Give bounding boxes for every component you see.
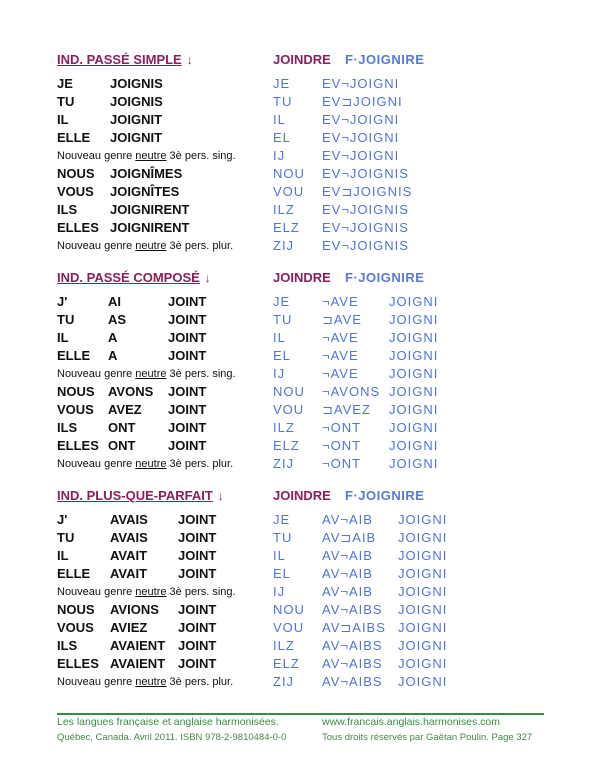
neutral-gender-note [57, 368, 236, 380]
verb-form: JOINT [168, 312, 207, 327]
conjugation-row [0, 420, 600, 438]
pronoun: ILS [57, 420, 78, 435]
new-aux-form: ¬ONT [322, 438, 362, 453]
new-aux-form: ¬ONT [322, 456, 362, 471]
conjugation-row [0, 112, 600, 130]
note-text: Nouveau genre [57, 586, 136, 598]
auxiliary: ONT [108, 420, 136, 435]
new-verb-form: JOIGNI [398, 620, 448, 635]
new-pronoun: IL [273, 548, 286, 563]
new-aux-form: AV¬AIB [322, 512, 373, 527]
new-aux-form: EV⊐JOIGNIS [322, 184, 413, 199]
note-text: Nouveau genre [57, 150, 136, 162]
auxiliary: AVAIS [110, 530, 148, 545]
conjugation-row [0, 656, 600, 674]
note-underlined: neutre [135, 368, 167, 380]
new-verb-form: JOIGNI [389, 348, 439, 363]
new-verb-form: JOIGNI [389, 420, 439, 435]
conjugation-row [0, 312, 600, 330]
header-verb: JOINDRE [273, 488, 331, 503]
verb-form: JOIGNÎTES [110, 184, 180, 199]
new-pronoun: ELZ [273, 438, 300, 453]
conjugation-row [0, 166, 600, 184]
note-text: 3è pers. plur. [166, 240, 234, 252]
auxiliary: AI [108, 294, 121, 309]
section-title [57, 488, 224, 503]
note-text: Nouveau genre [57, 368, 136, 380]
new-verb-form: JOIGNI [389, 438, 439, 453]
auxiliary: AVEZ [108, 402, 142, 417]
note-text: Nouveau genre [57, 676, 136, 688]
verb-form: JOINT [168, 438, 207, 453]
new-pronoun: IJ [273, 366, 286, 381]
new-pronoun: IJ [273, 148, 286, 163]
new-aux-form: EV⊐JOIGNI [322, 94, 403, 109]
auxiliary: AVAIT [110, 566, 148, 581]
new-verb-form: JOIGNI [389, 402, 439, 417]
pronoun: J' [57, 294, 68, 309]
note-text: Nouveau genre [57, 458, 136, 470]
new-verb-form: JOIGNI [398, 512, 448, 527]
conjugation-row [0, 202, 600, 220]
new-verb-form: JOIGNI [398, 674, 448, 689]
new-pronoun: IL [273, 330, 286, 345]
verb-form: JOINT [178, 548, 217, 563]
new-aux-form: EV¬JOIGNI [322, 112, 400, 127]
conjugation-row [0, 130, 600, 148]
new-verb-form: JOIGNI [398, 656, 448, 671]
header-new-form: F·JOIGNIRE [345, 270, 425, 285]
new-pronoun: ZIJ [273, 238, 295, 253]
neutral-gender-note [57, 150, 236, 162]
new-verb-form: JOIGNI [389, 294, 439, 309]
new-aux-form: ¬AVE [322, 348, 359, 363]
new-aux-form: EV¬JOIGNI [322, 76, 400, 91]
footer-left-line2: Québec, Canada. Avril 2011. ISBN 978-2-9810484-0-0 [57, 732, 287, 743]
conjugation-row [0, 94, 600, 112]
new-aux-form: AV¬AIBS [322, 602, 383, 617]
note-underlined: neutre [135, 586, 167, 598]
note-row [0, 456, 600, 474]
section-title-text: IND. PLUS-QUE-PARFAIT [57, 488, 213, 503]
new-pronoun: VOU [273, 402, 305, 417]
new-pronoun: ZIJ [273, 674, 295, 689]
pronoun: ELLES [57, 220, 99, 235]
new-aux-form: AV¬AIBS [322, 674, 383, 689]
new-pronoun: VOU [273, 184, 305, 199]
new-aux-form: AV¬AIB [322, 548, 373, 563]
new-verb-form: JOIGNI [389, 366, 439, 381]
pronoun: JE [57, 76, 73, 91]
conjugation-row [0, 548, 600, 566]
section-title [57, 52, 193, 67]
pronoun: VOUS [57, 620, 94, 635]
note-underlined: neutre [135, 458, 167, 470]
note-text: 3è pers. sing. [166, 586, 236, 598]
conjugation-row [0, 76, 600, 94]
new-pronoun: TU [273, 94, 293, 109]
new-aux-form: ⊐AVEZ [322, 402, 371, 417]
note-text: 3è pers. plur. [166, 458, 234, 470]
verb-form: JOINT [178, 656, 217, 671]
pronoun: ELLES [57, 656, 99, 671]
verb-form: JOINT [178, 638, 217, 653]
pronoun: ILS [57, 202, 78, 217]
new-pronoun: IL [273, 112, 286, 127]
footer-divider [57, 713, 544, 715]
note-row [0, 238, 600, 256]
auxiliary: ONT [108, 438, 136, 453]
new-pronoun: EL [273, 348, 291, 363]
new-pronoun: TU [273, 530, 293, 545]
conjugation-row [0, 638, 600, 656]
new-aux-form: ¬AVE [322, 294, 359, 309]
new-pronoun: VOU [273, 620, 305, 635]
new-aux-form: EV¬JOIGNIS [322, 202, 409, 217]
pronoun: TU [57, 530, 75, 545]
pronoun: VOUS [57, 184, 94, 199]
header-new-form: F·JOIGNIRE [345, 488, 425, 503]
new-verb-form: JOIGNI [389, 330, 439, 345]
pronoun: ELLE [57, 566, 91, 581]
new-pronoun: EL [273, 130, 291, 145]
new-aux-form: AV⊐AIB [322, 530, 377, 545]
verb-form: JOINT [178, 512, 217, 527]
auxiliary: A [108, 330, 118, 345]
auxiliary: AVAIENT [110, 638, 166, 653]
new-aux-form: ¬ONT [322, 420, 362, 435]
new-pronoun: NOU [273, 166, 305, 181]
new-verb-form: JOIGNI [389, 456, 439, 471]
new-pronoun: JE [273, 294, 291, 309]
footer-left-line1: Les langues française et anglaise harmonisées. [57, 716, 279, 728]
footer-right-line2: Tous droits réservés par Gaëtan Poulin. Page 327 [322, 732, 533, 743]
new-pronoun: JE [273, 512, 291, 527]
new-pronoun: TU [273, 312, 293, 327]
pronoun: ELLE [57, 130, 91, 145]
new-aux-form: EV¬JOIGNI [322, 130, 400, 145]
conjugation-row [0, 512, 600, 530]
auxiliary: AVAIS [110, 512, 148, 527]
conjugation-row [0, 530, 600, 548]
pronoun: TU [57, 94, 75, 109]
pronoun: ELLE [57, 348, 91, 363]
new-pronoun: NOU [273, 384, 305, 399]
verb-form: JOINT [168, 384, 207, 399]
neutral-gender-note [57, 676, 233, 688]
new-aux-form: ¬AVE [322, 330, 359, 345]
note-underlined: neutre [135, 676, 167, 688]
pronoun: NOUS [57, 166, 95, 181]
conjugation-row [0, 402, 600, 420]
auxiliary: AVONS [108, 384, 154, 399]
conjugation-row [0, 330, 600, 348]
new-pronoun: ELZ [273, 656, 300, 671]
conjugation-row [0, 384, 600, 402]
verb-form: JOINT [168, 294, 207, 309]
new-pronoun: IJ [273, 584, 286, 599]
new-pronoun: ILZ [273, 420, 295, 435]
new-aux-form: AV¬AIB [322, 566, 373, 581]
new-pronoun: NOU [273, 602, 305, 617]
note-text: 3è pers. sing. [166, 150, 236, 162]
conjugation-row [0, 438, 600, 456]
pronoun: IL [57, 548, 69, 563]
auxiliary: AS [108, 312, 127, 327]
auxiliary: AVIONS [110, 602, 159, 617]
verb-form: JOIGNIS [110, 94, 163, 109]
new-aux-form: EV¬JOIGNIS [322, 238, 409, 253]
new-verb-form: JOIGNI [398, 566, 448, 581]
section-title-text: IND. PASSÉ SIMPLE [57, 52, 182, 67]
new-verb-form: JOIGNI [398, 584, 448, 599]
new-aux-form: ¬AVE [322, 366, 359, 381]
verb-form: JOIGNIS [110, 76, 163, 91]
arrow-down-icon: ↓ [217, 489, 224, 503]
conjugation-row [0, 294, 600, 312]
header-new-form: F·JOIGNIRE [345, 52, 425, 67]
pronoun: TU [57, 312, 75, 327]
auxiliary: AVIEZ [110, 620, 148, 635]
section-title [57, 270, 211, 285]
verb-form: JOINT [168, 330, 207, 345]
arrow-down-icon: ↓ [204, 271, 211, 285]
note-text: 3è pers. plur. [166, 676, 234, 688]
pronoun: ILS [57, 638, 78, 653]
neutral-gender-note [57, 240, 233, 252]
auxiliary: AVAIT [110, 548, 148, 563]
conjugation-row [0, 184, 600, 202]
section-title-text: IND. PASSÉ COMPOSÉ [57, 270, 200, 285]
new-aux-form: AV¬AIBS [322, 656, 383, 671]
verb-form: JOIGNIRENT [110, 220, 190, 235]
header-verb: JOINDRE [273, 270, 331, 285]
new-pronoun: JE [273, 76, 291, 91]
conjugation-row [0, 220, 600, 238]
verb-form: JOINT [168, 348, 207, 363]
new-aux-form: EV¬JOIGNIS [322, 220, 409, 235]
new-verb-form: JOIGNI [398, 530, 448, 545]
footer-right-line1: www.francais.anglais.harmonises.com [322, 716, 500, 728]
new-pronoun: ILZ [273, 202, 295, 217]
pronoun: J' [57, 512, 68, 527]
verb-form: JOINT [178, 566, 217, 581]
new-verb-form: JOIGNI [398, 638, 448, 653]
verb-form: JOIGNIRENT [110, 202, 190, 217]
pronoun: IL [57, 112, 69, 127]
verb-form: JOINT [168, 402, 207, 417]
pronoun: IL [57, 330, 69, 345]
new-aux-form: AV¬AIBS [322, 638, 383, 653]
note-row [0, 584, 600, 602]
new-verb-form: JOIGNI [389, 384, 439, 399]
pronoun: NOUS [57, 384, 95, 399]
verb-form: JOIGNIT [110, 130, 163, 145]
new-aux-form: AV⊐AIBS [322, 620, 386, 635]
new-pronoun: ZIJ [273, 456, 295, 471]
new-aux-form: EV¬JOIGNI [322, 148, 400, 163]
note-underlined: neutre [135, 240, 167, 252]
conjugation-row [0, 566, 600, 584]
conjugation-row [0, 620, 600, 638]
note-row [0, 366, 600, 384]
verb-form: JOIGNÎMES [110, 166, 183, 181]
note-row [0, 148, 600, 166]
pronoun: VOUS [57, 402, 94, 417]
header-verb: JOINDRE [273, 52, 331, 67]
new-pronoun: ELZ [273, 220, 300, 235]
new-aux-form: EV¬JOIGNIS [322, 166, 409, 181]
new-pronoun: EL [273, 566, 291, 581]
new-pronoun: ILZ [273, 638, 295, 653]
verb-form: JOINT [178, 620, 217, 635]
neutral-gender-note [57, 458, 233, 470]
arrow-down-icon: ↓ [186, 53, 193, 67]
verb-form: JOIGNIT [110, 112, 163, 127]
new-verb-form: JOIGNI [398, 548, 448, 563]
note-underlined: neutre [135, 150, 167, 162]
new-verb-form: JOIGNI [398, 602, 448, 617]
auxiliary: AVAIENT [110, 656, 166, 671]
new-aux-form: ⊐AVE [322, 312, 362, 327]
conjugation-row [0, 348, 600, 366]
verb-form: JOINT [178, 602, 217, 617]
new-verb-form: JOIGNI [389, 312, 439, 327]
note-text: 3è pers. sing. [166, 368, 236, 380]
conjugation-row [0, 602, 600, 620]
neutral-gender-note [57, 586, 236, 598]
verb-form: JOINT [178, 530, 217, 545]
new-aux-form: AV¬AIB [322, 584, 373, 599]
new-aux-form: ¬AVONS [322, 384, 381, 399]
pronoun: NOUS [57, 602, 95, 617]
note-row [0, 674, 600, 692]
auxiliary: A [108, 348, 118, 363]
pronoun: ELLES [57, 438, 99, 453]
verb-form: JOINT [168, 420, 207, 435]
note-text: Nouveau genre [57, 240, 136, 252]
